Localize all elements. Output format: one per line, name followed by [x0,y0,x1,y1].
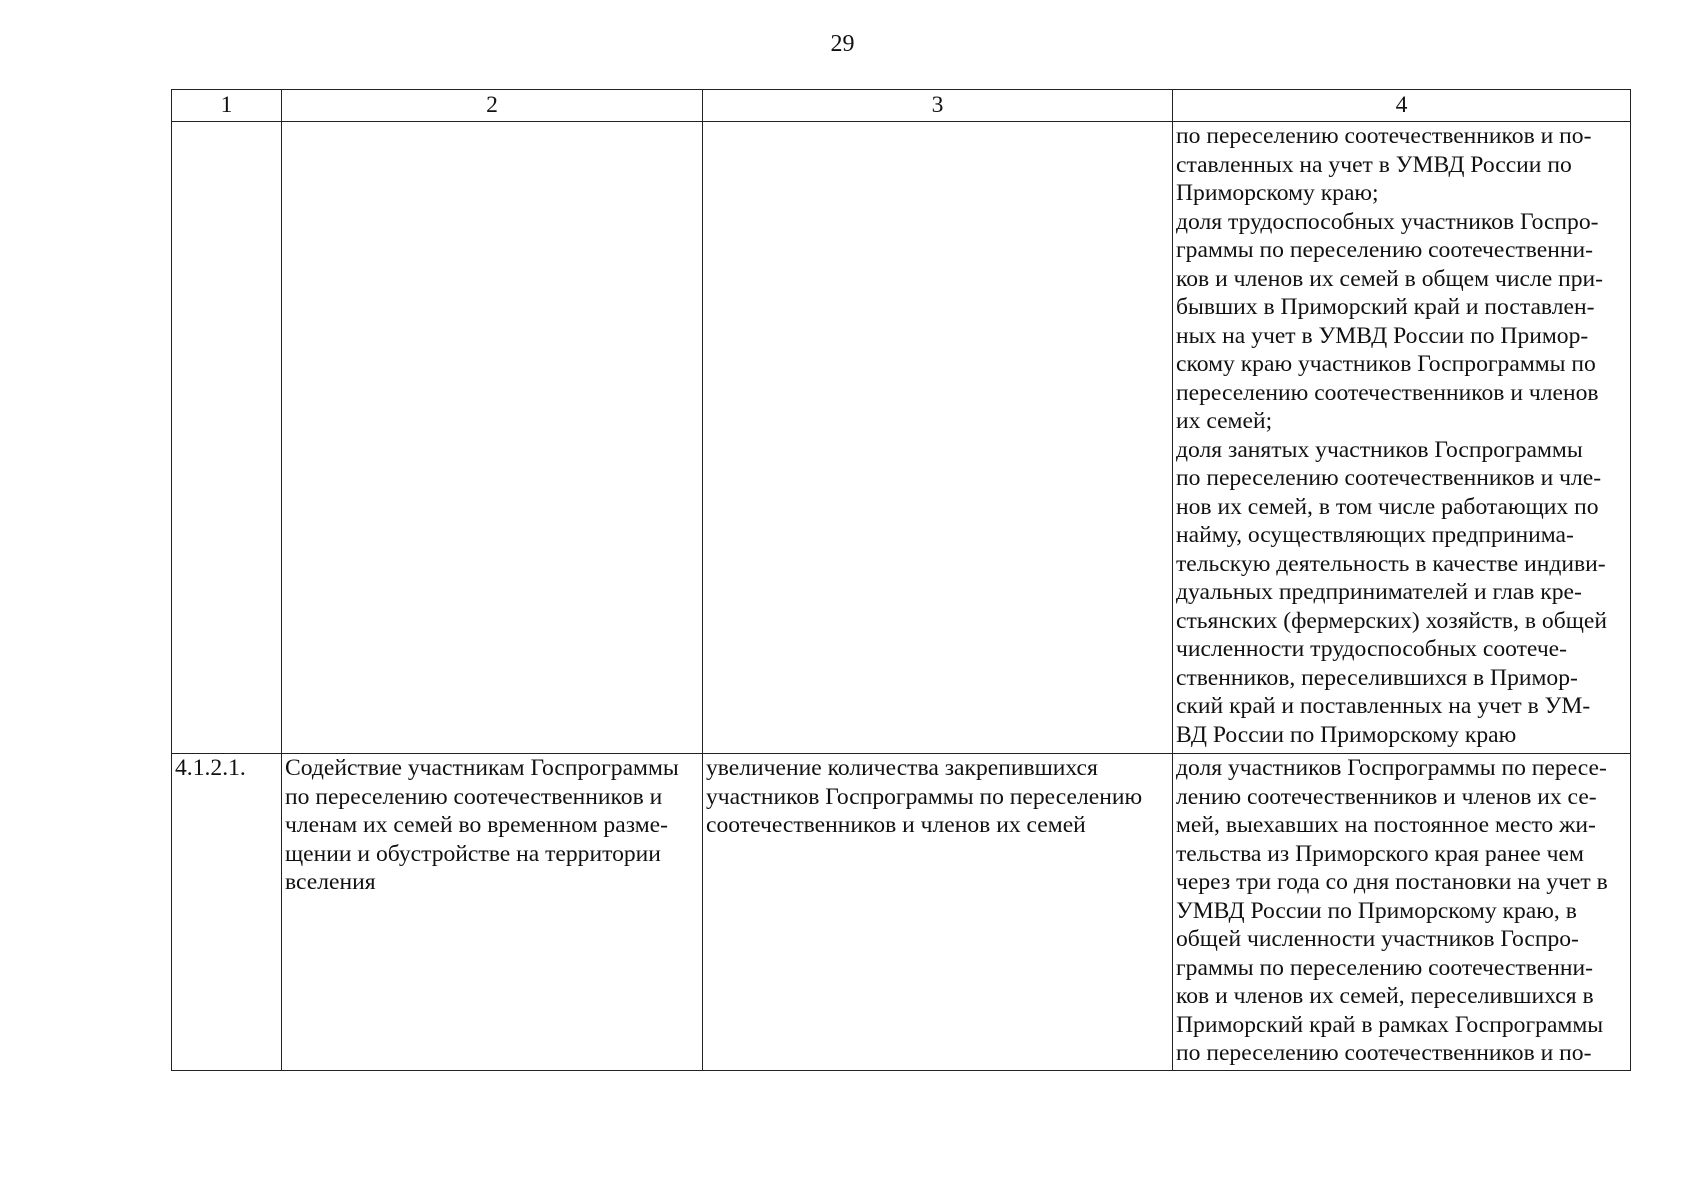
result-cell: увеличение количества закрепившихся участников Госпрограммы по переселению соотечественников и членов их семей [703,754,1173,1071]
indicator-cell: доля участников Госпрограммы по пересе- лению соотечественников и членов их се- мей, выехавших на постоянное место жи- тельства из Приморского края ранее чем через три года со дня постановки на учет в УМВД России по Приморскому краю, в общей численности участников Госпро- граммы по переселению соотечественни- ков и членов их семей, переселившихся в Приморский край в рамках Госпрограммы по переселению соотечественников и по- [1173,754,1631,1071]
column-header-2: 2 [282,90,703,122]
indicator-cell: по переселению соотечественников и по- ставленных на учет в УМВД России по Приморскому краю; доля трудоспособных участников Госпро- граммы по переселению соотечественни- ков и членов их семей в общем числе при- бывших в Приморский край и поставлен- ных на учет в УМВД России по Примор- скому краю участников Госпрограммы по переселению соотечественников и членов их семей; доля занятых участников Госпрограммы по переселению соотечественников и чле- нов их семей, в том числе работающих по найму, осуществляющих предпринима- тельскую деятельность в качестве индиви- дуальных предпринимателей и глав кре- стьянских (фермерских) хозяйств, в общей численности трудоспособных соотече- ственников, переселившихся в Примор- ский край и поставленных на учет в УМ- ВД России по Приморскому краю [1173,122,1631,754]
row-number-cell [172,122,282,754]
activity-cell: Содействие участникам Госпрограммы по переселению соотечественников и членам их семей во временном разме- щении и обустройстве на территории вселения [282,754,703,1071]
column-header-3: 3 [703,90,1173,122]
page-number: 29 [830,31,855,57]
table-row [172,754,1631,1071]
activity-cell [282,122,703,754]
table-row [172,122,1631,754]
row-number-cell: 4.1.2.1. [172,754,282,1071]
table-header-row [172,90,1631,122]
column-header-1: 1 [172,90,282,122]
result-cell [703,122,1173,754]
column-header-4: 4 [1173,90,1631,122]
program-table [171,89,1631,1071]
